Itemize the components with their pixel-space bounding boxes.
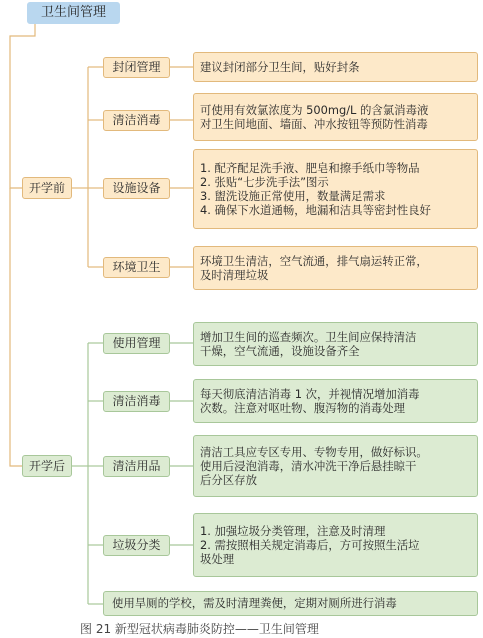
desc-line: 圾处理 — [200, 552, 235, 567]
desc-line: 对卫生间地面、墙面、冲水按钮等预防性消毒 — [200, 117, 428, 131]
desc-line: 1. 配齐配足洗手液、肥皂和擦手纸巾等物品 — [200, 160, 420, 175]
desc-line: 干燥，空气流通，设施设备齐全 — [200, 344, 360, 358]
footer-dry-toilet-note — [103, 591, 478, 616]
desc-line: 使用旱厕的学校，需及时清理粪便，定期对厕所进行消毒 — [112, 596, 397, 611]
desc-line: 及时清理垃圾 — [200, 268, 269, 282]
desc-line: 增加卫生间的巡查频次。卫生间应保持清洁 — [200, 329, 417, 344]
desc-line: 次数。注意对呕吐物、腹泻物的消毒处理 — [200, 401, 406, 415]
category-closure-management: 封闭管理 — [103, 57, 170, 78]
category-cleaning-disinfection-after: 清洁消毒 — [103, 391, 170, 412]
desc-line: 可使用有效氯浓度为 500mg/L 的含氯消毒液 — [200, 102, 429, 117]
desc-line: 每天彻底清洁消毒 1 次，并视情况增加消毒 — [200, 386, 420, 401]
desc-usage-management — [193, 322, 478, 366]
desc-environmental-hygiene — [193, 246, 478, 290]
desc-cleaning-disinfection — [193, 93, 478, 141]
desc-line: 环境卫生清洁，空气流通，排气扇运转正常， — [200, 253, 428, 268]
desc-garbage-sorting — [193, 513, 478, 577]
category-garbage-sorting: 垃圾分类 — [103, 535, 170, 556]
desc-cleaning-disinfection-after — [193, 379, 478, 423]
desc-line: 3. 盥洗设施正常使用，数量满足需求 — [200, 189, 386, 203]
desc-closure-management — [193, 52, 478, 82]
desc-line: 建议封闭部分卫生间，贴好封条 — [200, 59, 360, 74]
category-cleaning-disinfection: 清洁消毒 — [103, 110, 170, 131]
figure-caption: 图 21 新型冠状病毒肺炎防控——卫生间管理 — [80, 622, 319, 636]
category-cleaning-supplies: 清洁用品 — [103, 456, 170, 477]
category-environmental-hygiene: 环境卫生 — [103, 257, 170, 278]
phase-before-school: 开学前 — [22, 177, 72, 199]
diagram-title: 卫生间管理 — [27, 2, 120, 24]
desc-line: 1. 加强垃圾分类管理，注意及时清理 — [200, 523, 386, 538]
desc-line: 使用后浸泡消毒，清水冲洗干净后悬挂晾干 — [200, 458, 417, 473]
desc-line: 2. 需按照相关规定消毒后，方可按照生活垃 — [200, 537, 420, 552]
phase-after-school: 开学后 — [22, 455, 72, 477]
desc-line: 后分区存放 — [200, 473, 257, 488]
desc-line: 清洁工具应专区专用、专物专用，做好标识。 — [200, 444, 428, 459]
desc-line: 2. 张贴“七步洗手法”图示 — [200, 174, 329, 189]
desc-facilities-equipment — [193, 149, 478, 229]
desc-line: 4. 确保下水道通畅，地漏和洁具等密封性良好 — [200, 203, 431, 218]
desc-cleaning-supplies — [193, 435, 478, 497]
category-facilities-equipment: 设施设备 — [103, 178, 170, 199]
category-usage-management: 使用管理 — [103, 333, 170, 354]
